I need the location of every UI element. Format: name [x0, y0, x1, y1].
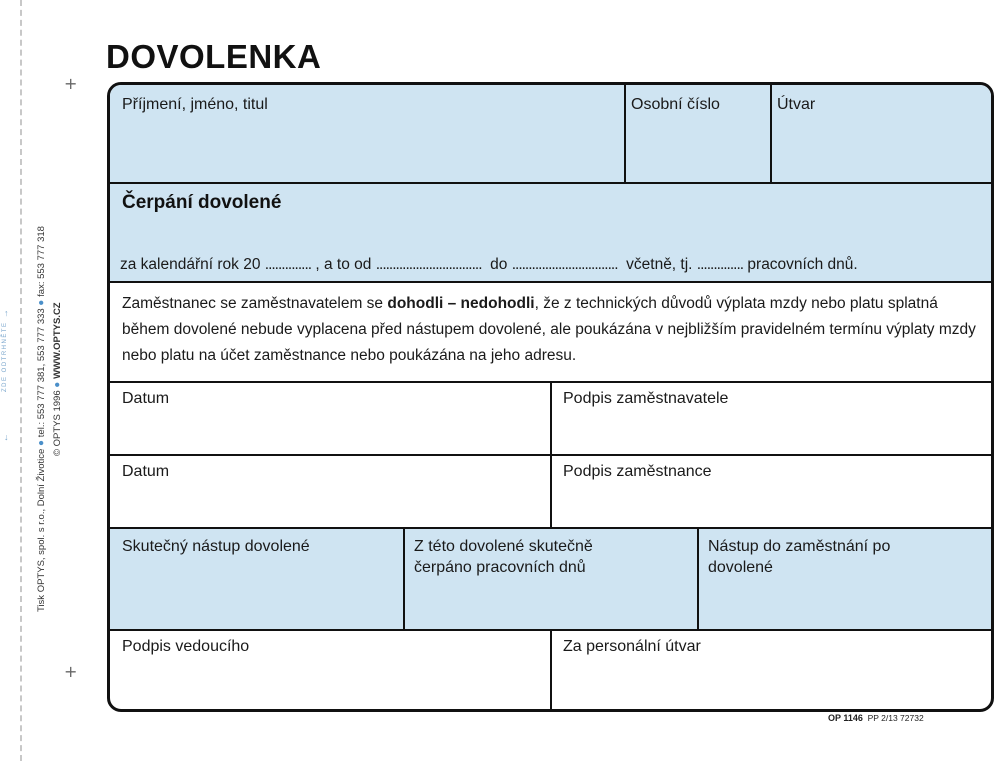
- bullet-icon: ●: [36, 437, 47, 447]
- name-label: Příjmení, jméno, titul: [122, 96, 268, 113]
- inclusive-label: včetně, tj.: [626, 256, 693, 273]
- manager-signature-field[interactable]: [110, 630, 551, 709]
- divider: [110, 182, 991, 184]
- working-days-label: pracovních dnů.: [747, 256, 858, 273]
- to-date-field[interactable]: ................................: [511, 256, 618, 273]
- year-label: za kalendářní rok 20: [120, 256, 261, 273]
- leave-form: [107, 82, 994, 712]
- divider: [697, 528, 699, 630]
- department-field[interactable]: [771, 85, 991, 183]
- leave-period-line: [120, 256, 858, 274]
- employer-signature-field[interactable]: [551, 382, 991, 455]
- name-field[interactable]: [110, 85, 625, 183]
- form-code: OP 1146: [828, 713, 863, 723]
- bullet-icon: ●: [52, 378, 63, 388]
- employee-signature-label: Podpis zaměstnance: [563, 463, 712, 480]
- date-field-2[interactable]: [110, 455, 551, 528]
- date-label-2: Datum: [122, 463, 170, 480]
- days-taken-label: Z této dovolené skutečně čerpáno pracovních dnů: [414, 538, 593, 576]
- arrow-down-icon: ↓: [4, 432, 9, 442]
- printer-line: Tisk OPTYS, spol. s r.o., Dolní Životice: [36, 448, 47, 612]
- department-label: Útvar: [777, 96, 816, 113]
- to-label: do: [490, 256, 508, 273]
- printer-imprint: [36, 226, 47, 612]
- divider: [110, 281, 991, 283]
- working-days-field[interactable]: ..............: [696, 256, 744, 273]
- days-taken-field[interactable]: [404, 528, 698, 630]
- fax-line: fax: 553 777 318: [36, 226, 47, 297]
- actual-start-field[interactable]: [110, 528, 404, 630]
- return-to-work-field[interactable]: [698, 528, 991, 630]
- from-date-field[interactable]: ................................: [375, 256, 482, 273]
- registration-mark-icon: +: [64, 74, 78, 93]
- divider: [624, 85, 626, 183]
- employer-signature-label: Podpis zaměstnavatele: [563, 390, 729, 407]
- agreement-choice: dohodli – nedohodli: [387, 295, 535, 312]
- date-label-1: Datum: [122, 390, 170, 407]
- from-label: , a to od: [315, 256, 372, 273]
- manager-signature-label: Podpis vedoucího: [122, 638, 250, 655]
- personal-number-label: Osobní číslo: [631, 96, 720, 113]
- form-footer: [828, 713, 924, 723]
- hr-department-field[interactable]: [551, 630, 991, 709]
- actual-start-label: Skutečný nástup dovolené: [122, 538, 310, 555]
- hr-department-label: Za personální útvar: [563, 638, 701, 655]
- return-to-work-label: Nástup do zaměstnání po dovolené: [708, 538, 891, 576]
- divider: [403, 528, 405, 630]
- print-code: PP 2/13 72732: [867, 713, 924, 723]
- document-title: DOVOLENKA: [106, 38, 322, 75]
- arrow-up-icon: ↑: [4, 308, 9, 318]
- employee-signature-field[interactable]: [551, 455, 991, 528]
- tear-line: [20, 0, 22, 761]
- registration-mark-icon: +: [64, 662, 78, 681]
- personal-number-field[interactable]: [625, 85, 771, 183]
- year-field[interactable]: ..............: [264, 256, 312, 273]
- publisher-imprint: [52, 302, 63, 456]
- divider: [550, 630, 552, 709]
- copyright-text: © OPTYS 1996: [52, 390, 63, 456]
- agreement-text: Zaměstnanec se zaměstnavatelem se dohodli – nedohodli, že z technických důvodů výplata mzdy nebo platu splatná během dovolené nebude vyplacena před nástupem dovolené, ale poukázána v nejbližším pravidelném termínu výplaty mzdy nebo platu na účet zaměstnance nebo poukázána na jeho adresu.: [122, 295, 976, 364]
- date-field-1[interactable]: [110, 382, 551, 455]
- divider: [770, 85, 772, 183]
- divider: [550, 382, 552, 528]
- website-text: WWW.OPTYS.CZ: [52, 302, 63, 379]
- section-title: Čerpání dovolené: [122, 192, 282, 213]
- phone-line: tel.: 553 777 381, 553 777 333: [36, 308, 47, 438]
- bullet-icon: ●: [36, 296, 47, 306]
